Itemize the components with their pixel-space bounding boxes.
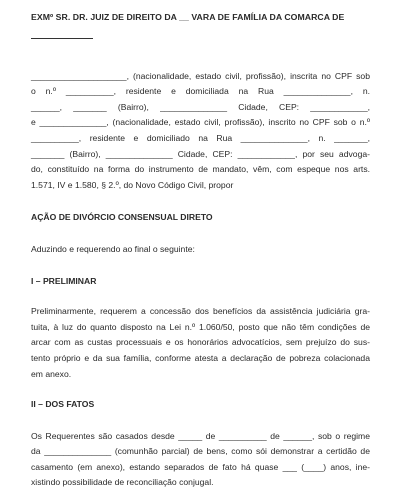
qualification-line: ____________________, (nacionalidade, estado civil, profissão), inscrita no CPF sob bbox=[31, 70, 370, 81]
preliminar-line: em anexo. bbox=[31, 368, 72, 379]
preliminar-line: tento próprio e da sua família, conforme atesta a declaração de pobreza colacionada bbox=[31, 352, 370, 363]
section-heading-fatos: II – DOS FATOS bbox=[31, 399, 95, 410]
action-title: AÇÃO DE DIVÓRCIO CONSENSUAL DIRETO bbox=[31, 212, 213, 223]
intro-paragraph: Aduzindo e requerendo ao final o seguinte: bbox=[31, 243, 195, 254]
fatos-line: casamento (em anexo), estando separados de fato há quase ___ (____) anos, ine- bbox=[31, 461, 370, 472]
section-heading-preliminar: I – PRELIMINAR bbox=[31, 275, 97, 286]
qualification-line: ______, _______ (Bairro), ______________ Cidade, CEP: ____________, bbox=[31, 101, 370, 112]
court-address-heading: EXMº SR. DR. JUIZ DE DIREITO DA __ VARA DE FAMÍLIA DA COMARCA DE bbox=[31, 12, 345, 22]
qualification-line: _______ (Bairro), ______________ Cidade, CEP: ____________, por seu advoga- bbox=[31, 148, 370, 159]
preliminar-line: tuita, à luz do quanto disposto na Lei n.º 1.060/50, posto que não têm condições de bbox=[31, 321, 370, 332]
qualification-line: __________, residente e domiciliado na Rua ______________, n. _______, bbox=[31, 132, 370, 143]
qualification-line: o n.º __________, residente e domiciliada na Rua ______________, n. bbox=[31, 86, 370, 97]
fatos-line: Os Requerentes são casados desde _____ de __________ de ______, sob o regime bbox=[31, 430, 370, 441]
parties-qualification-paragraph bbox=[31, 69, 370, 194]
fatos-line: xistindo possibilidade de reconciliação conjugal. bbox=[31, 477, 214, 488]
preliminar-line: arcar com as custas processuais e os honorários advocatícios, sem prejuízo do sus- bbox=[31, 337, 370, 348]
fatos-paragraph bbox=[31, 429, 370, 491]
fatos-line: da ______________ (comunhão parcial) de bens, como sói demonstrar a certidão de bbox=[31, 446, 370, 457]
comarca-blank bbox=[31, 29, 93, 39]
qualification-line: do, constituído na forma do instrumento de mandato, vêm, com espeque nos arts. bbox=[31, 164, 370, 175]
qualification-line: 1.571, IV e 1.580, § 2.º, do Novo Código Civil, propor bbox=[31, 179, 234, 190]
preliminar-line: Preliminarmente, requerem a concessão dos benefícios da assistência judiciária gra- bbox=[31, 306, 370, 317]
preliminar-paragraph bbox=[31, 304, 370, 382]
qualification-line: e ______________, (nacionalidade, estado civil, profissão), inscrito no CPF sob o n.º bbox=[31, 117, 370, 128]
